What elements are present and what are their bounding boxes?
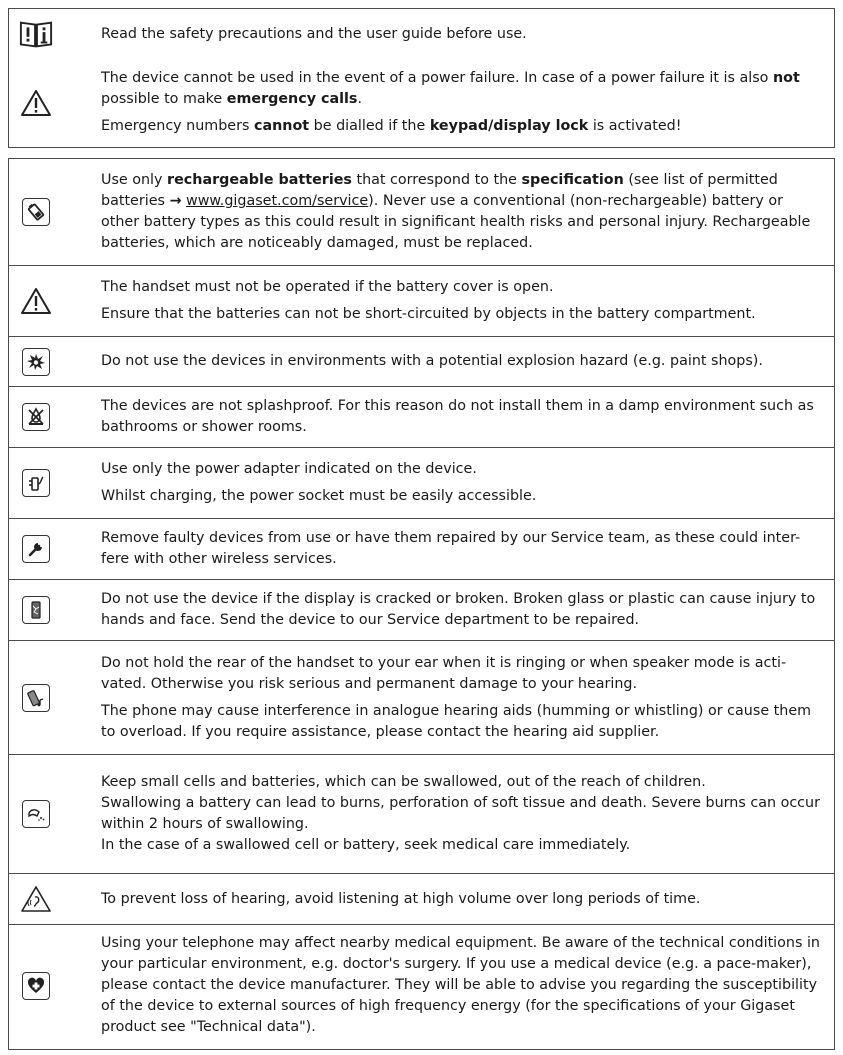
battery-row: [9, 159, 834, 266]
explosion-icon: [19, 345, 53, 379]
service-link[interactable]: www.gigaset.com/service: [186, 193, 369, 209]
explosion-text: Do not use the devices in environments with a potential explosion hazard (e.g. paint shops).: [101, 353, 763, 369]
explosion-row: [9, 337, 834, 387]
battery-text: Use only rechargeable batteries that correspond to the specification (see list of permitted batteries → www.gigaset.com/service). Never use a conventional (non-rechargeable) battery or other battery types as this could result in significant health risks and personal injury. Rechargeable batteries, which are noticeably damaged, must be replaced.: [101, 172, 811, 251]
phone-ear-icon: [19, 681, 53, 715]
detailed-safety-box: [8, 158, 835, 1050]
swallow-row: [9, 755, 834, 874]
splash-text: The devices are not splashproof. For this reason do not install them in a damp environment such as bathrooms or shower rooms.: [101, 398, 814, 435]
broken-display-text: Do not use the device if the display is cracked or broken. Broken glass or plastic can cause injury to hands and face. Send the device to our Service department to be repaired.: [101, 591, 816, 628]
warning-triangle-icon: [19, 284, 53, 318]
broken-display-row: [9, 580, 834, 641]
swallow-battery-icon: [19, 797, 53, 831]
battery-cover-row: [9, 266, 834, 337]
info-text: Read the safety precautions and the user guide before use.: [101, 25, 527, 42]
faulty-device-row: [9, 519, 834, 580]
splash-row: [9, 387, 834, 448]
hearing-damage-text: Do not hold the rear of the handset to your ear when it is ringing or when speaker mode is acti-vated. Otherwise you risk serious and permanent damage to your hearing. The phone may cause interference in analogue hearing aids (humming or whistling) or cause them to overload. If you require assistance, please contact the hearing aid supplier.: [101, 654, 812, 740]
swallow-text: Keep small cells and batteries, which can be swallowed, out of the reach of children. Swallowing a battery can lead to burns, perforation of soft tissue and death. Severe burns can occur within 2 hours of swallowing. In the case of a swallowed cell or battery, seek medical care immediately.: [101, 774, 820, 853]
hearing-damage-row: [9, 641, 834, 755]
no-water-icon: [19, 400, 53, 434]
faulty-device-text: Remove faulty devices from use or have them repaired by our Service team, as these could inter-fere with other wireless services.: [101, 530, 801, 567]
volume-row: [9, 874, 834, 925]
battery-icon: [19, 195, 53, 229]
info-book-icon: [19, 17, 53, 51]
battery-cover-text: The handset must not be operated if the battery cover is open. Ensure that the batteries can not be short-circuited by objects in the battery compartment.: [101, 279, 756, 322]
power-adapter-icon: [19, 466, 53, 500]
power-failure-text: The device cannot be used in the event of a power failure. In case of a power failure it is also not possible to make emergency calls. Emergency numbers cannot be dialled if the keypad/display lock is activated!: [101, 70, 800, 134]
adapter-row: [9, 448, 834, 519]
medical-heart-icon: [19, 969, 53, 1003]
general-safety-box: [8, 8, 835, 148]
power-failure-row: [9, 59, 834, 146]
adapter-text: Use only the power adapter indicated on the device. Whilst charging, the power socket must be easily accessible.: [101, 461, 537, 504]
medical-row: [9, 925, 834, 1046]
medical-text: Using your telephone may affect nearby medical equipment. Be aware of the technical conditions in your particular environment, e.g. doctor's surgery. If you use a medical device (e.g. a pace-maker), please contact the device manufacturer. They will be able to advise you regarding the susceptibility of the device to external sources of high frequency energy (for the specifications of your Gigaset product see "Technical data").: [101, 935, 820, 1035]
wrench-icon: [19, 532, 53, 566]
warning-triangle-icon: [19, 86, 53, 120]
hearing-volume-icon: [19, 882, 53, 916]
volume-text: To prevent loss of hearing, avoid listening at high volume over long periods of time.: [101, 890, 701, 907]
broken-display-icon: [19, 593, 53, 627]
info-row: [9, 9, 834, 59]
